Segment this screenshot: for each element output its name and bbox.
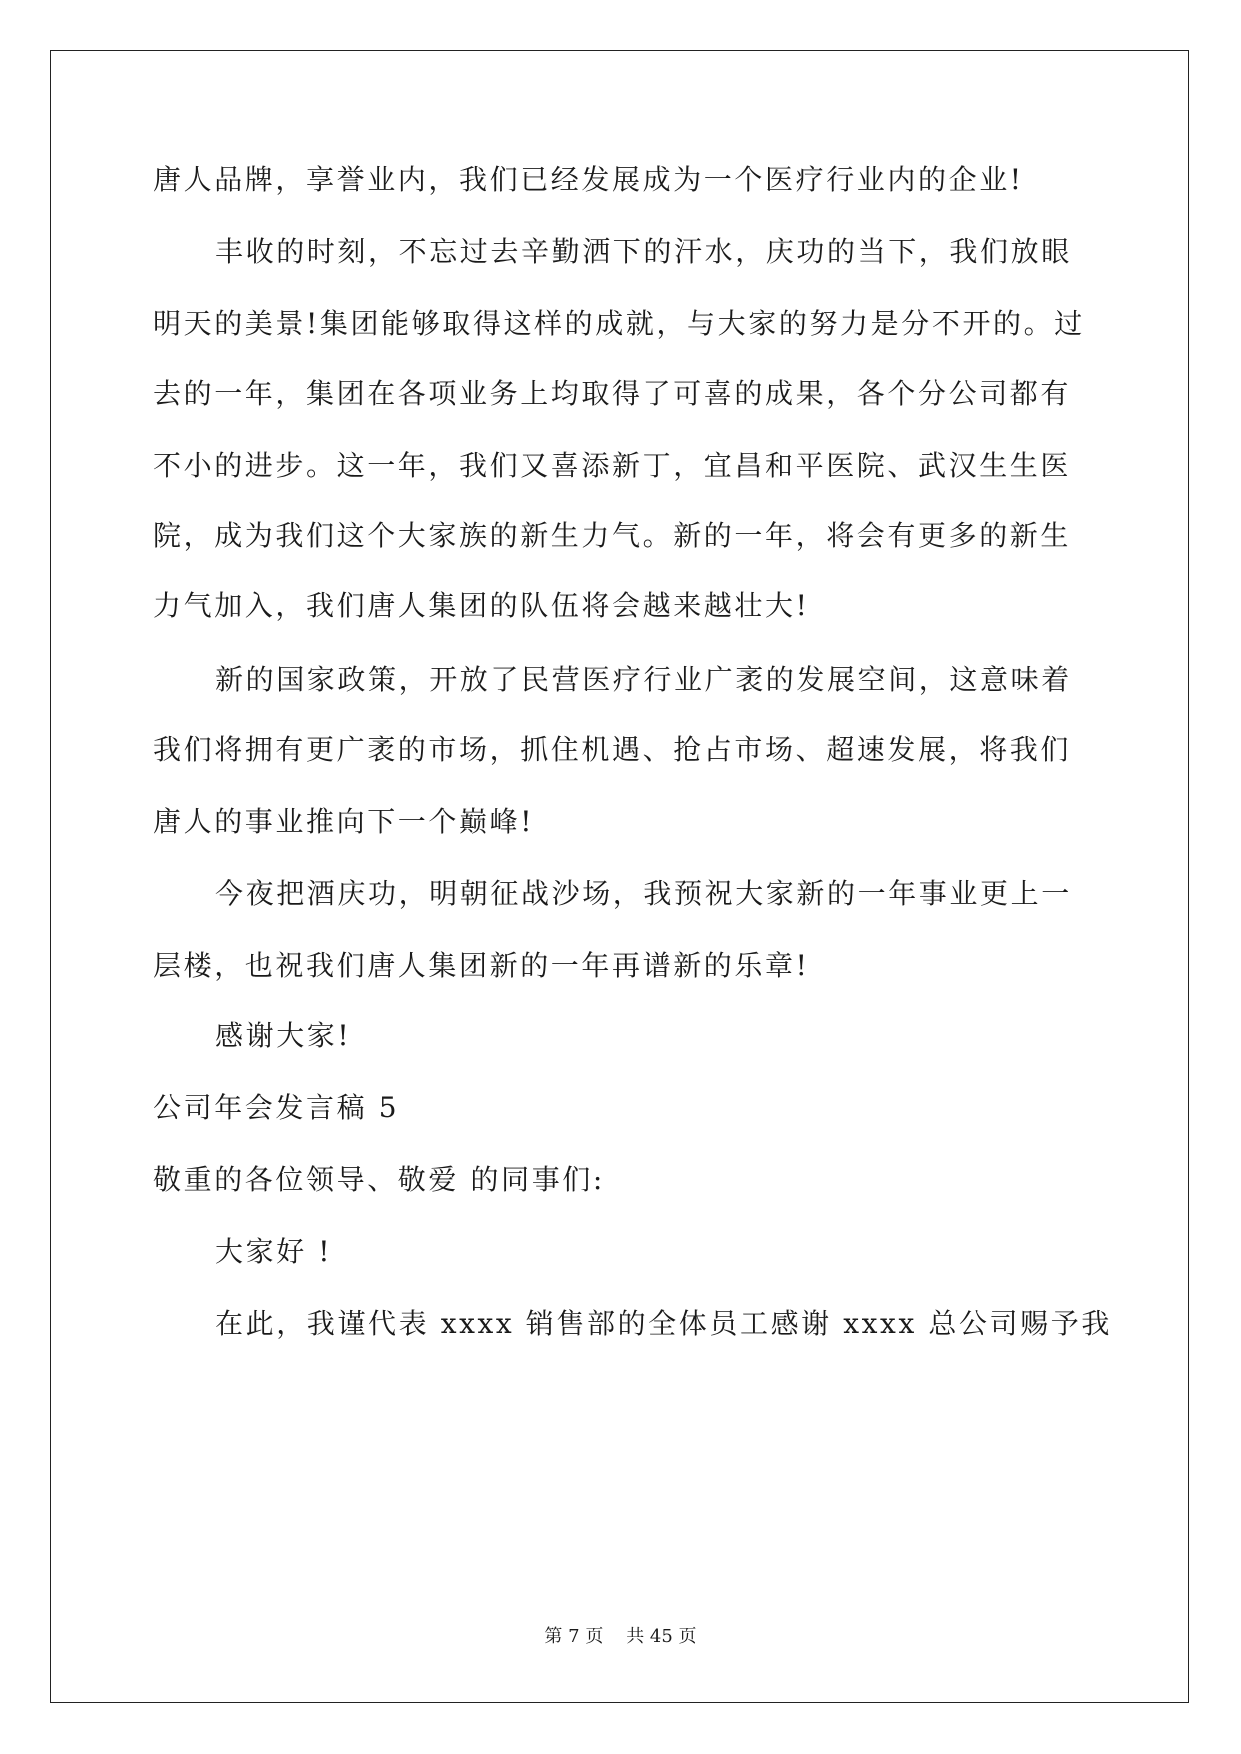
text-line: 丰收的时刻，不忘过去辛勤洒下的汗水，庆功的当下，我们放眼 [215, 235, 1072, 268]
page-number: 第 7 页 共 45 页 [544, 1626, 697, 1647]
text-line: 敬重的各位领导、敬爱 的同事们: [153, 1163, 605, 1196]
text-line: 明天的美景!集团能够取得这样的成就，与大家的努力是分不开的。过 [153, 307, 1085, 340]
text-line: 我们将拥有更广袤的市场，抓住机遇、抢占市场、超速发展，将我们 [153, 733, 1072, 766]
text-line: 唐人品牌，享誉业内，我们已经发展成为一个医疗行业内的企业! [153, 163, 1024, 196]
text-line: 新的国家政策，开放了民营医疗行业广袤的发展空间，这意味着 [215, 663, 1072, 696]
text-line: 不小的进步。这一年，我们又喜添新丁，宜昌和平医院、武汉生生医 [153, 449, 1072, 482]
text-line: 层楼，也祝我们唐人集团新的一年再谱新的乐章! [153, 949, 810, 982]
text-line: 今夜把酒庆功，明朝征战沙场，我预祝大家新的一年事业更上一 [215, 877, 1072, 910]
text-line: 院，成为我们这个大家族的新生力气。新的一年，将会有更多的新生 [153, 519, 1072, 552]
text-line: 唐人的事业推向下一个巅峰! [153, 805, 535, 838]
text-line: 在此，我谨代表 xxxx 销售部的全体员工感谢 xxxx 总公司赐予我 [215, 1307, 1112, 1340]
text-line: 力气加入，我们唐人集团的队伍将会越来越壮大! [153, 589, 810, 622]
text-line: 去的一年，集团在各项业务上均取得了可喜的成果，各个分公司都有 [153, 377, 1072, 410]
text-line: 感谢大家! [215, 1019, 352, 1052]
text-line: 大家好 ! [215, 1235, 333, 1268]
text-line: 公司年会发言稿 5 [153, 1091, 400, 1124]
page-footer [0, 1625, 1241, 1649]
